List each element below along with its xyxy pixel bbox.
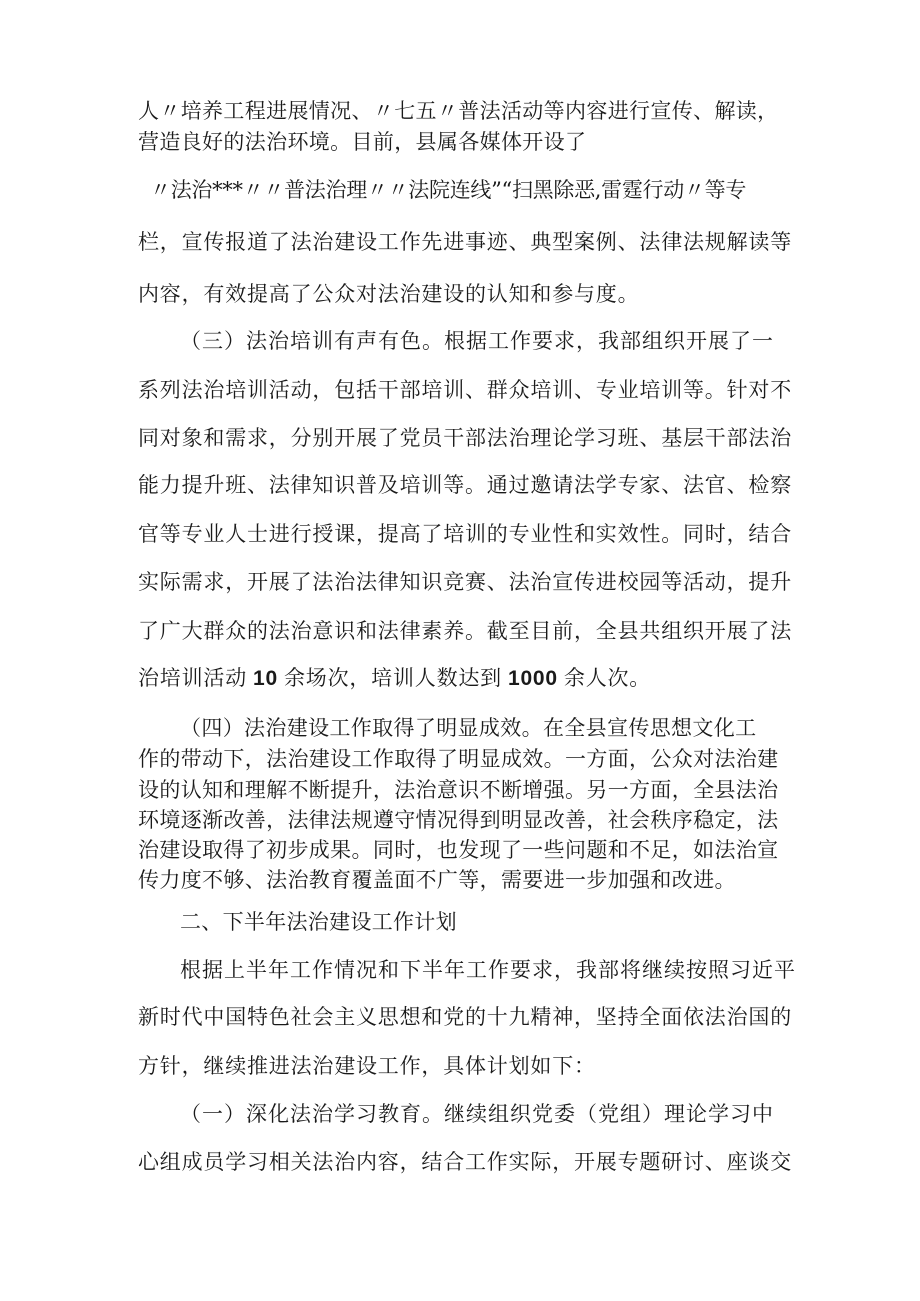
text-line: （三）法治培训有声有色。根据工作要求，我部组织开展了一 (180, 329, 774, 353)
text-segment: 余人次。 (563, 666, 652, 690)
text-line: 营造良好的法治环境。目前，县属各媒体开设了 (138, 130, 587, 154)
text-line: 栏，宣传报道了法治建设工作先进事迹、典型案例、法律法规解读等 (138, 230, 792, 254)
text-line: 同对象和需求，分别开展了党员干部法治理论学习班、基层干部法治 (138, 426, 792, 450)
text-line: 了广大群众的法治意识和法律素养。截至目前，全县共组织开展了法 (138, 619, 792, 643)
number-value: 1000 (507, 667, 558, 690)
text-line: 新时代中国特色社会主义思想和党的十九精神，坚持全面依法治国的 (138, 1005, 792, 1029)
section-heading: 二、下半年法治建设工作计划 (180, 910, 457, 934)
text-line: 官等专业人士进行授课，提高了培训的专业性和实效性。同时，结合 (138, 522, 792, 546)
text-line: 传力度不够、法治教育覆盖面不广等，需要进一步加强和改进。 (138, 868, 736, 892)
text-line: 设的认知和理解不断提升，法治意识不断增强。另一方面，全县法治 (138, 778, 779, 802)
text-segment: 治培训活动 (138, 666, 247, 690)
text-line: 心组成员学习相关法治内容，结合工作实际，开展专题研讨、座谈交 (138, 1150, 792, 1174)
text-line: 实际需求，开展了法治法律知识竞赛、法治宣传进校园等活动，提升 (138, 570, 792, 594)
text-line: （四）法治建设工作取得了明显成效。在全县宣传思想文化工 (180, 716, 757, 740)
text-line: 根据上半年工作情况和下半年工作要求，我部将继续按照习近平 (180, 958, 796, 982)
text-line: 治建设取得了初步成果。同时，也发现了一些问题和不足，如法治宣 (138, 838, 779, 862)
text-line: 方针，继续推进法治建设工作，具体计划如下： (138, 1054, 596, 1078)
number-value: 10 (253, 667, 278, 690)
text-line: 能力提升班、法律知识普及培训等。通过邀请法学专家、法官、检察 (138, 473, 792, 497)
text-line: 环境逐渐改善，法律法规遵守情况得到明显改善，社会秩序稳定，法 (138, 808, 779, 832)
text-line (138, 664, 651, 692)
text-line: 内容，有效提高了公众对法治建设的认知和参与度。 (138, 282, 640, 306)
text-line: （一）深化法治学习教育。继续组织党委（党组）理论学习中 (180, 1102, 774, 1126)
text-segment: 余场次，培训人数达到 (283, 666, 502, 690)
text-line: 人〃培养工程进展情况、〃七五〃普法活动等内容进行宣传、解读， (138, 99, 779, 123)
text-line: 〃法治***〃〃普法治理〃〃法院连线”“扫黑除恶,雷霆行动〃等专 (150, 178, 747, 202)
text-line: 系列法治培训活动，包括干部培训、群众培训、专业培训等。针对不 (138, 378, 792, 402)
text-line: 作的带动下，法治建设工作取得了明显成效。一方面，公众对法治建 (138, 747, 779, 771)
